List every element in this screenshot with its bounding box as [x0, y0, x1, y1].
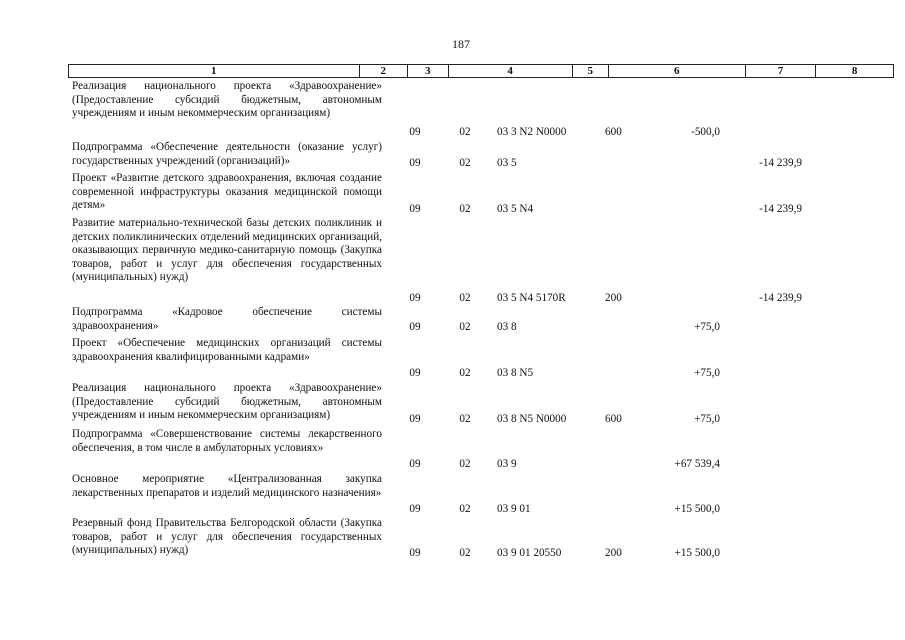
cell-sum-6: +75,0: [694, 321, 720, 333]
table-row: [0, 172, 905, 217]
cell-sum-7: -14 239,9: [759, 203, 802, 215]
cell-sum-6: +15 500,0: [674, 547, 720, 559]
cell-sum-7: -14 239,9: [759, 157, 802, 169]
cell-target-article: 03 8 N5 N0000: [497, 413, 567, 425]
table-row: [0, 306, 905, 337]
cell-section: 09: [409, 458, 421, 470]
header-col-5: 5: [572, 65, 608, 77]
cell-section: 09: [409, 547, 421, 559]
table-row: [0, 141, 905, 172]
row-description: Проект «Обеспечение медицинских организаций системы здравоохранения квалифицированными кадрами»: [72, 337, 382, 363]
cell-expense-type: 200: [605, 292, 622, 304]
cell-sum-6: -500,0: [691, 126, 720, 138]
table-header: [68, 64, 894, 78]
cell-expense-type: 200: [605, 547, 622, 559]
cell-section: 09: [409, 413, 421, 425]
header-col-8: 8: [815, 65, 893, 77]
header-col-4: 4: [448, 65, 572, 77]
cell-section: 09: [409, 126, 421, 138]
cell-sum-6: +15 500,0: [674, 503, 720, 515]
cell-target-article: 03 9: [497, 458, 517, 470]
cell-subsection: 02: [459, 367, 471, 379]
row-description: Подпрограмма «Кадровое обеспечение системы здравоохранения»: [72, 306, 382, 332]
header-col-6: 6: [608, 65, 745, 77]
table-body: [0, 80, 905, 563]
cell-section: 09: [409, 292, 421, 304]
row-description: Подпрограмма «Совершенствование системы лекарственного обеспечения, в том числе в амбулаторных условиях»: [72, 428, 382, 454]
cell-target-article: 03 8 N5: [497, 367, 534, 379]
row-description: Проект «Развитие детского здравоохранения, включая создание современной инфраструктуры оказания медицинской помощи детям»: [72, 172, 382, 211]
cell-target-article: 03 9 01: [497, 503, 531, 515]
cell-section: 09: [409, 367, 421, 379]
cell-subsection: 02: [459, 321, 471, 333]
cell-subsection: 02: [459, 413, 471, 425]
cell-subsection: 02: [459, 203, 471, 215]
row-description: Развитие материально-технической базы детских поликлиник и детских поликлинических отделений медицинских организаций, оказывающих первичную медико-санитарную помощь (Закупка товаров, работ и услуг для обеспечения государственных (муниципальных) нужд): [72, 217, 382, 283]
header-col-1: 1: [211, 65, 217, 77]
table-row: [0, 382, 905, 428]
cell-sum-6: +75,0: [694, 413, 720, 425]
table-row: [0, 337, 905, 382]
table-row: [0, 428, 905, 473]
cell-subsection: 02: [459, 547, 471, 559]
table-row: [0, 473, 905, 517]
cell-target-article: 03 9 01 20550: [497, 547, 562, 559]
cell-sum-6: +67 539,4: [674, 458, 720, 470]
cell-target-article: 03 3 N2 N0000: [497, 126, 567, 138]
table-row: [0, 80, 905, 141]
table-row: [0, 517, 905, 563]
cell-section: 09: [409, 157, 421, 169]
cell-subsection: 02: [459, 157, 471, 169]
header-col-2: 2: [359, 65, 407, 77]
cell-subsection: 02: [459, 126, 471, 138]
cell-target-article: 03 5 N4 5170R: [497, 292, 566, 304]
cell-section: 09: [409, 203, 421, 215]
cell-section: 09: [409, 321, 421, 333]
row-description: Реализация национального проекта «Здравоохранение» (Предоставление субсидий бюджетным, автономным учреждениям и иным некоммерческим организациям): [72, 80, 382, 119]
page-number: 187: [452, 37, 470, 51]
cell-subsection: 02: [459, 292, 471, 304]
cell-sum-6: +75,0: [694, 367, 720, 379]
cell-expense-type: 600: [605, 126, 622, 138]
header-col-7: 7: [745, 65, 815, 77]
header-col-3: 3: [407, 65, 448, 77]
row-description: Резервный фонд Правительства Белгородской области (Закупка товаров, работ и услуг для обеспечения государственных (муниципальных) нужд): [72, 517, 382, 556]
cell-section: 09: [409, 503, 421, 515]
cell-target-article: 03 5: [497, 157, 517, 169]
row-description: Основное мероприятие «Централизованная закупка лекарственных препаратов и изделий медицинского назначения»: [72, 473, 382, 499]
row-description: Реализация национального проекта «Здравоохранение» (Предоставление субсидий бюджетным, автономным учреждениям и иным некоммерческим организациям): [72, 382, 382, 421]
table-row: [0, 217, 905, 306]
cell-subsection: 02: [459, 458, 471, 470]
cell-expense-type: 600: [605, 413, 622, 425]
cell-target-article: 03 8: [497, 321, 517, 333]
cell-target-article: 03 5 N4: [497, 203, 534, 215]
row-description: Подпрограмма «Обеспечение деятельности (оказание услуг) государственных учреждений (организаций)»: [72, 141, 382, 167]
cell-subsection: 02: [459, 503, 471, 515]
cell-sum-7: -14 239,9: [759, 292, 802, 304]
